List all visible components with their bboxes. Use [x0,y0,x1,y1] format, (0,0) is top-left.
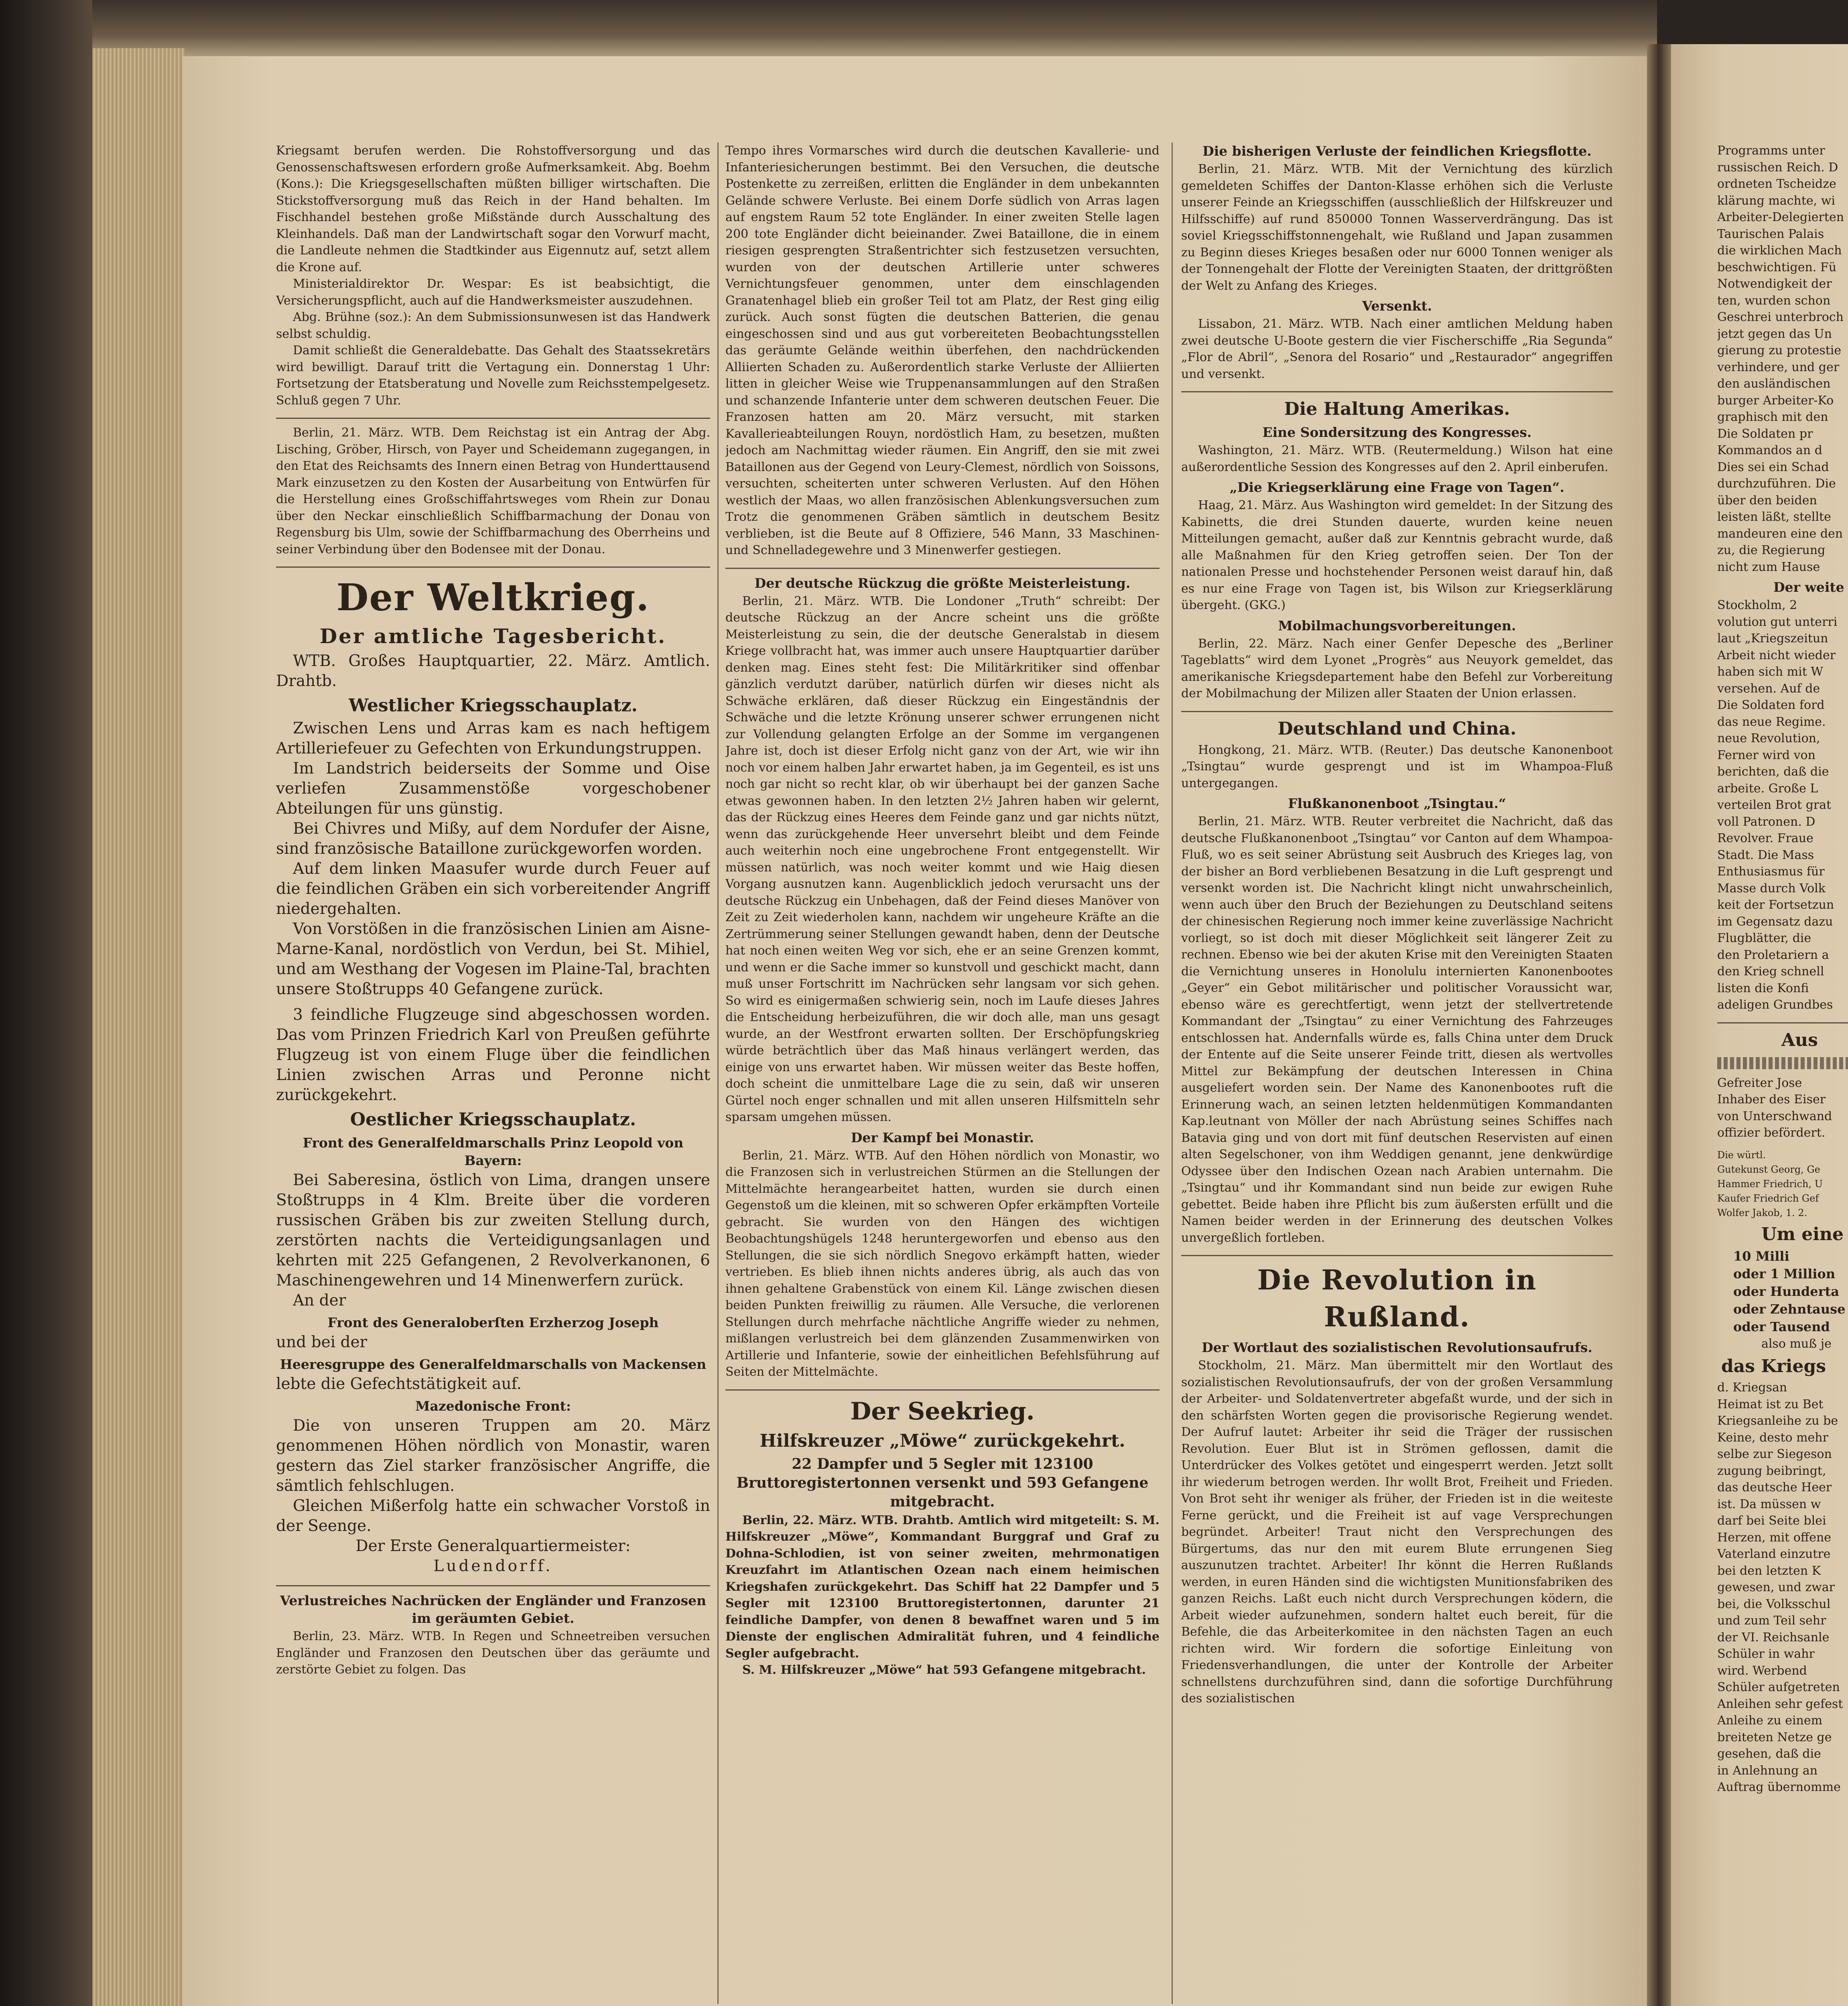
right-text-3: Gefreiter Jose Inhaber des Eiser von Unterschwand offizier befördert. [1717,1076,1832,1140]
section-rule [725,1389,1160,1391]
weltkrieg-headline: Der Weltkrieg. [336,576,650,619]
newspaper-page-right [1671,44,1848,2006]
column-3 [1181,142,1613,2006]
moewe-subheading: 22 Dampfer und 5 Segler mit 123100 Bruttoregistertonnen versenkt und 593 Gefangene mitgebracht. [736,1455,1149,1510]
china-heading: Deutschland und China. [1277,718,1517,739]
amerika-heading: Die Haltung Amerikas. [1284,399,1510,419]
section-rule [1181,1255,1613,1256]
und-bei-der: und bei der [276,1333,368,1351]
versenkt-paragraph: Lissabon, 21. März. WTB. Nach einer amtlichen Meldung haben zwei deutsche U-Boote gestern die vier Fischerschiffe „Ria Segunda“ „Flor de Abril“, „Senora del Rosario“ und „Restaurador“ angegriffen und versenkt. [1181,317,1613,381]
mobilmachung-heading: Mobilmachungsvorbereitungen. [1278,617,1516,633]
right-text-1: Programms unter russischen Reich. D ordneten Tscheidze klärung machte, wi Arbeiter-Delegierten Taurischen Palais die wirklichen Mach beschwichtigen. Fü Notwendigkeit der ten, wurden schon Geschrei unterbroch jetzt gegen das Un gierung zu protestie verhindere, und ger den ausländischen burger Arbeiter-Ko graphisch mit den Die Soldaten pr Kommandos an d Dies sei ein Schad durchzuführen. Die über den beiden leisten läßt, stellte mandeuren eine den zu, die Regierung nicht zum Hause [1717,144,1844,574]
sondersitzung-heading: Eine Sondersitzung des Kongresses. [1262,424,1532,440]
west-paragraph-3: Bei Chivres und Mißy, auf dem Nordufer der Aisne, sind französische Bataillone zurückgeworfen worden. [276,820,710,858]
schiffahrtsweg-paragraph: Berlin, 21. März. WTB. Dem Reichstag ist ein Antrag der Abg. Lisching, Gröber, Hirsch, von Payer und Scheidemann zugegangen, in den Etat des Reichsamts des Innern einen Betrag von Hunderttausend Mark einzusetzen zu den Kosten der Ausarbeitung von Entwürfen für die Herstellung eines Großschiffahrtsweges vom Rhein zur Donau über den Neckar einschließlich Schiffbarmachung der Donau von Regensburg bis Ulm, sowie der Schiffbarmachung des Oberrheins und seiner Verbindung über den Bodensee mit der Donau. [276,426,710,556]
kriegserklaerung-heading: „Die Kriegserklärung eine Frage von Tagen“. [1229,479,1565,495]
right-text-4: d. Kriegsan Heimat ist zu Bet Kriegsanleihe zu be Keine, desto mehr selbe zur Siegeson zugung beibringt, das deutsche Heer ist. Da müssen w darf bei Seite blei Herzen, mit offene Vaterland einzutre bei den letzten K gewesen, und zwar bei, die Volksschul und zum Teil sehr der VI. Reichsanle Schüler in wahr wird. Werbend Schüler aufgetreten Anleihen sehr gefest Anleihe zu einem breiteten Netze ge gesehen, daß die in Anlehnung an Auftrag übernomme [1717,1381,1843,1794]
column-1 [276,142,710,2006]
west-paragraph-6: 3 feindliche Flugzeuge sind abgeschossen worden. Das vom Prinzen Friedrich Karl von Preußen geführte Flugzeug ist von einem Fluge über die feindlichen Linien zwischen Arras und Peronne nicht zurückgekehrt. [276,1006,710,1104]
east-front-heading: Oestlicher Kriegsschauplatz. [350,1109,636,1130]
vormarsch-text: Tempo ihres Vormarsches wird durch die deutschen Kavallerie- und Infanteriesicherungen bestimmt. Bei den Versuchen, die deutsche Postenkette zu zerreißen, erlitten die Engländer in dem unbekannten Gelände schwere Verluste. Bei einem Dorfe südlich von Arras lagen auf engstem Raum 52 tote Engländer. In einer zweiten Stelle lagen 200 tote Engländer dicht beieinander. Zwei Bataillone, die in einem riesigen gesprengten Straßentrichter sich festzusetzen versuchten, wurden von der deutschen Artillerie unter schweres Vernichtungsfeuer genommen, unter dem einschlagenden Granatenhagel blieb ein großer Teil tot am Platz, der Rest ging eilig zurück. Auch sonst fügten die deutschen Batterien, die genau eingeschossen sind und aus gut vorbereiteten Beobachtungsstellen das geräumte Gelände weithin überfehen, den nachdrückenden Alliierten Schaden zu. Außerordentlich starke Verluste der Alliierten litten in gleicher Weise wie Truppenansammlungen auf den Straßen und schanzende Infanterie unter dem schweren deutschen Feuer. Die Franzosen hatten am 20. März versucht, mit starken Kavallerieabteilungen Rouyn, nordöstlich Ham, zu besetzen, mußten jedoch am Nachmittag wieder räumen. Ein Angriff, den sie mit zwei Bataillonen aus der Gegend von Leury-Clemest, nördlich von Soissons, versuchten, scheiterten unter schweren Verlusten. Auf den Höhen westlich der Maas, wo allen französischen Ablenkungsversuchen zum Trotz die genommenen Gräben sämtlich in deutschem Besitz verblieben, ist die Beute auf 8 Offiziere, 546 Mann, 33 Maschinen- und Schnelladegewehre und 3 Minenwerfer gestiegen. [725,144,1160,557]
verlust-paragraph: Berlin, 23. März. WTB. In Regen und Schneetreiben versuchen Engländer und Franzosen den Deutschen über das geräumte und zerstörte Gebiet zu folgen. Das [276,1629,710,1677]
right-heading-um-eine: Um eine [1761,1224,1844,1245]
generaldebatte-paragraph: Damit schließt die Generaldebatte. Das Gehalt des Staatssekretärs wird bewilligt. Darauf tritt die Vertagung ein. Donnerstag 1 Uhr: Fortsetzung der Etatsberatung und Novelle zum Reichsstempelgesetz. Schluß gegen 7 Uhr. [276,343,710,408]
right-bold-list: 10 Milli oder 1 Million oder Hunderta oder Zehntause oder Tausend [1733,1248,1846,1334]
right-small-list: Die würtl. Gutekunst Georg, Ge Hammer Friedrich, U Kaufer Friedrich Gef Wolfer Jakob, 1. 2. [1717,1149,1823,1218]
section-rule [725,568,1160,569]
monastir-heading: Der Kampf bei Monastir. [851,1129,1034,1145]
lebte-line: lebte die Gefechtstätigkeit auf. [276,1375,522,1393]
tagesbericht-heading: Der amtliche Tagesbericht. [319,624,667,648]
book-gutter [1647,44,1671,2006]
right-heading-das-kriegs: das Kriegs [1721,1356,1826,1377]
revolution-headline: Die Revolution in Rußland. [1257,1264,1537,1333]
west-paragraph-2: Im Landstrich beiderseits der Somme und Oise verliefen Zusammenstöße vorgeschobener Abteilungen für uns günstig. [276,759,710,818]
section-rule [276,566,710,568]
right-heading-weite: Der weite [1773,579,1844,595]
front-leopold-heading: Front des Generalfeldmarschalls Prinz Leopold von Bayern: [303,1135,684,1168]
amerika-paragraph: Washington, 21. März. WTB. (Reutermeldung.) Wilson hat eine außerordentliche Session des Kongresses auf den 2. April einberufen. [1181,443,1613,474]
dateline: WTB. Großes Hauptquartier, 22. März. Amtlich. Drahtb. [276,652,710,690]
page-stack-edge [92,48,185,2006]
section-rule [1181,391,1613,392]
east-paragraph-1: Bei Saberesina, östlich von Lima, drangen unsere Stoßtrupps in 4 Klm. Breite über die vorderen russischen Gräben bis zur zweiten Stellung durch, zerstörten nachts die Verteidigungsanlagen und kehrten mit 225 Gefangenen, 2 Revolverkanonen, 6 Maschinengewehren und 14 Minenwerfern zurück. [276,1171,710,1289]
kriegserklaerung-paragraph: Haag, 21. März. Aus Washington wird gemeldet: In der Sitzung des Kabinetts, die drei Stunden dauerte, wurden keine neuen Mitteilungen gemacht, außer daß zur Kenntnis gebracht wurde, daß alle Maßnahmen für den Krieg getroffen seien. Der Ton der nationalen Presse und hochstehender Personen weist darauf hin, daß es nur eine Frage von Tagen ist, bis Wilson zur Kriegserklärung übergeht. (GKG.) [1181,498,1613,612]
bruehne-paragraph: Abg. Brühne (soz.): An dem Submissionsunwesen ist das Handwerk selbst schuldig. [276,310,710,341]
book-spine [0,0,92,2006]
verlust-heading: Verlustreiches Nachrücken der Engländer und Franzosen im geräumten Gebiet. [280,1593,707,1626]
verluste-flotte-heading: Die bisherigen Verluste der feindlichen Kriegsflotte. [1202,143,1592,159]
section-rule [1181,711,1613,712]
west-paragraph-4: Auf dem linken Maasufer wurde durch Feuer auf die feindlichen Gräben ein sich vorbereitender Angriff niedergehalten. [276,860,710,918]
moewe-paragraph: Berlin, 22. März. WTB. Drahtb. Amtlich wird mitgeteilt: S. M. Hilfskreuzer „Möwe“, Kommandant Burggraf und Graf zu Dohna-Schlodien, ist von seiner zweiten, mehrmonatigen Kreuzfahrt im Atlantischen Ozean nach einem heimischen Kriegshafen zurückgekehrt. Das Schiff hat 22 Dampfer und 5 Segler mit 123100 Bruttoregistertonnen, darunter 21 feindliche Dampfer, von denen 8 bewaffnet waren und 5 im Dienste der englischen Admiralität fuhren, und 4 feindliche Segler aufgebracht. [725,1513,1160,1661]
rueckzug-heading: Der deutsche Rückzug die größte Meisterleistung. [754,575,1131,591]
tsingtau-heading: Flußkanonenboot „Tsingtau.“ [1288,796,1506,811]
moewe-heading: Hilfskreuzer „Möwe“ zurückgekehrt. [760,1430,1125,1451]
monastir-paragraph: Berlin, 21. März. WTB. Auf den Höhen nördlich von Monastir, wo die Franzosen sich in verlustreichen Stürmen an die Stellungen der Mittelmächte herangearbeitet hatten, wurden sie durch einen Gegenstoß um die kleinen, mit so schweren Opfer erkämpften Vorteile gebracht. Sie wurden von den Hängen des wichtigen Beobachtungshügels 1248 heruntergeworfen und ebenso aus den Stellungen, die sie sich nördlich Snegovo erkämpft hatten, wieder vertrieben. Es blieb ihnen nichts anderes übrig, als auch das von ihnen gehaltene Grabenstück von einem Kil. Länge zwischen diesen beiden Punkten freiwillig zu räumen. Alle Versuche, die verlorenen Stellungen durch mehrfache nächtliche Angriffe wieder zu nehmen, mißlangen verlustreich bei dem glänzenden Zusammenwirken von Artillerie und Infanterie, sowie der einheitlichen Befehlsführung auf Seiten der Mittelmächte. [725,1148,1160,1379]
moewe-paragraph-2: S. M. Hilfskreuzer „Möwe“ hat 593 Gefangene mitgebracht. [742,1663,1146,1677]
column-rule-2 [1172,142,1173,2004]
section-rule [276,1585,710,1586]
china-paragraph: Hongkong, 21. März. WTB. (Reuter.) Das deutsche Kanonenboot „Tsingtau“ wurde gesprengt und ist im Whampoa-Fluß untergegangen. [1181,743,1613,790]
west-front-heading: Westlicher Kriegsschauplatz. [349,695,638,716]
aufruf-heading: Der Wortlaut des sozialistischen Revolutionsaufrufs. [1202,1340,1592,1355]
west-paragraph-5: Von Vorstößen in die französischen Linien am Aisne-Marne-Kanal, nordöstlich von Verdun, bei St. Mihiel, und am Westhang der Vogesen im Plaine-Tal, brachten unsere Stoßtrupps 40 Gefangene zurück. [276,920,710,998]
right-rule [1717,1022,1848,1023]
right-text-2: Stockholm, 2 volution gut unterri laut „Kriegszeitun Arbeit nicht wieder haben sich mit W versehen. Auf de Die Soldaten ford das neue Regime. neue Revolution, Ferner wird von berichten, daß die arbeite. Große L verteilen Brot grat voll Patronen. D Revolver. Fraue Stadt. Die Mass Enthusiasmus für Masse durch Volk keit der Fortsetzun im Gegensatz dazu Flugblätter, die den Proletariern a den Krieg schnell listen die Konfi adeligen Grundbes [1717,598,1838,1012]
west-paragraph-1: Zwischen Lens und Arras kam es nach heftigem Artilleriefeuer zu Gefechten von Erkundungstruppen. [276,719,710,757]
mazedonische-front-heading: Mazedonische Front: [415,1398,571,1414]
wespar-paragraph: Ministerialdirektor Dr. Wespar: Es ist beabsichtigt, die Versicherungspflicht, auch auf die Handwerksmeister auszudehnen. [276,277,710,308]
right-also: also muß je [1761,1336,1832,1351]
an-der: An der [293,1291,346,1310]
mobilmachung-paragraph: Berlin, 22. März. Nach einer Genfer Depesche des „Berliner Tageblatts“ wird dem Lyonet „Progrès“ aus Neuyork gemeldet, das amerikanische Kriegsdepartement habe den Befehl zur Vorbereitung der Mobilmachung der Milizen aller Staaten der Union erlassen. [1181,636,1613,700]
right-ornament [1717,1057,1848,1069]
column-rule-1 [717,142,719,2004]
revolution-paragraph: Stockholm, 21. März. Man übermittelt mir den Wortlaut des sozialistischen Revolutionsaufrufs, der von der großen Versammlung der Arbeiter- und Soldatenvertreter abgefaßt wurde, und der sich in den schärfsten Worten gegen die provisorische Regierung wendet. Der Aufruf lautet: Arbeiter ihr seid die Träger der russischen Revolution. Euer Blut ist in Strömen geflossen, damit die Unterdrücker des Volkes getötet und eingesperrt werden. Jetzt sollt ihr wiederum betrogen werden. Ihr wollt Brot, Freiheit und Frieden. Von Brot seht ihr weniger als früher, der Frieden ist in die weiteste Ferne gerückt, und die Freiheit ist auf vage Versprechungen begründet. Arbeiter! Traut nicht den Versprechungen des Bürgertums, das nur den mit eurem Blute errungenen Sieg auszunutzen trachtet. Arbeiter! Ihr könnt die Herren Rußlands werden, in euren Händen sind die wichtigsten Munitionsfabriken des ganzen Reichs. Laßt euch nicht durch Versprechungen ködern, die Arbeit wieder aufzunehmen, sondern haltet euch bereit, für die Befehle, die das Arbeiterkomitee in den nächsten Tagen an euch richten wird. Wir fordern die sofortige Einleitung von Friedensverhandlungen, die unter der Kontrolle der Arbeiter schnellstens durchzuführen sind, dann die sofortige Durchführung des sozialistischen [1181,1358,1613,1706]
maz-paragraph-2: Gleichen Mißerfolg hatte ein schwacher Vorstoß in der Seenge. [276,1497,710,1535]
right-heading-aus: Aus [1781,1029,1818,1050]
rueckzug-paragraph: Berlin, 21. März. WTB. Die Londoner „Truth“ schreibt: Der deutsche Rückzug an der Ancre scheint uns die größte Meisterleistung zu sein, die der deutsche Generalstab in diesem Kriege vollbracht hat, was immer auch unsere Hauptquartier darüber denken mag. Eines steht fest: Die Militärkritiker sind offenbar gänzlich verdutzt darüber, natürlich dürfen wir dieses nicht als Schwäche erklären, daß dieser Rückzug ein Eingeständnis der Schwäche und die letzte Krönung unserer schwer errungenen nicht zur Vollendung gelangten Erfolge an der Somme im vergangenen Jahre ist, doch ist dieser Erfolg nicht ganz von der Art, wie wir ihn noch vor einem halben Jahr erwartet haben, ja im Gegenteil, es ist uns noch gar nicht so recht klar, ob wir überhaupt bei der ganzen Sache etwas gewonnen haben. In den letzten 2½ Jahren haben wir gelernt, das der Rückzug eines Heeres dem Feinde ganz und gar nichts nützt, wenn das zurückgehende Heer unversehrt bleibt und dem Feinde auch weiterhin noch eine ungebrochene Front entgegenstellt. Wir müssen natürlich, was noch weiter kommt und wie Haig diesen Vorgang ausnutzen kann. Augenblicklich jedoch verursacht uns der deutsche Rückzug ein Unbehagen, daß der Feind dieses Manöver von Zeit zu Zeit wiederholen kann, nachdem wir ungeheure Kräfte an die Zertrümmerung seiner Stellungen gewandt haben, denn der Deutsche hat noch einen weiten Weg vor sich, ehe er an seine Grenzen kommt, und wenn er die Sache immer so kunstvoll und geschickt macht, dann muß unser Fortschritt im Nachrücken sehr langsam vor sich gehen. So wird es einigermaßen schwierig sein, noch im Laufe dieses Jahres die Entscheidung herbeizuführen, die wir doch alle, man uns gesagt wurde, an der Westfront erwarten sollten. Der Erschöpfungskrieg würde beträchtlich über das Maß hinaus verlängert werden, das einige von uns erwartet haben. Wir müssen weiter das Beste hoffen, doch scheint die unmittelbare Lage die zu sein, daß wir unseren Gürtel noch enger schnallen und mit allen unseren Hilfsmitteln sehr sparsam umgehen müssen. [725,594,1160,1124]
front-joseph-heading: Front des Generaloberſten Erzherzog Joseph [327,1315,659,1330]
maz-paragraph-1: Die von unseren Truppen am 20. März genommenen Höhen nördlich von Monastir, waren gestern das Ziel starker französischer Angriffe, die sämtlich fehlschlugen. [276,1417,710,1495]
mackensen-heading: Heeresgruppe des Generalfeldmarschalls von Mackensen [280,1356,707,1372]
reichstag-text: Kriegsamt berufen werden. Die Rohstoffversorgung und das Genossenschaftswesen erfordern große Aufmerksamkeit. Abg. Boehm (Kons.): Die Kriegsgesellschaften müßten billiger wirtschaften. Die Stickstoffversorgung muß das Reich in der Hand behalten. Im Fischhandel bestehen große Mißstände durch Ausschaltung des Kleinhandels. Daß man der Landwirtschaft sogar den Vorwurf macht, die Landleute nehmen die Stadtkinder aus Eigennutz auf, setzt allem die Krone auf. [276,144,710,274]
right-page-column [1717,142,1848,2006]
signer-name: Ludendorff. [433,1557,553,1575]
versenkt-heading: Versenkt. [1362,298,1432,314]
section-rule [276,418,710,419]
column-2 [725,142,1160,2006]
seekrieg-heading: Der Seekrieg. [850,1397,1035,1425]
verluste-paragraph: Berlin, 21. März. WTB. Mit der Vernichtung des kürzlich gemeldeten Schiffes der Danton-Klasse erhöhen sich die Verluste unserer Feinde an Kriegsschiffen (ausschließlich der Hilfskreuzer und Hilfsschiffe) auf rund 850000 Tonnen Wasserverdrängung. Das ist soviel Kriegsschiffstonnengehalt, wie Rußland und Japan zusammen zu Beginn dieses Krieges besaßen oder nur 6000 Tonnen weniger als der Tonnengehalt der Flotte der Vereinigten Staaten, der drittgrößten der Welt zu Anfang des Krieges. [1181,162,1613,293]
signer-title: Der Erste Generalquartiermeister: [355,1537,631,1555]
tsingtau-paragraph: Berlin, 21. März. WTB. Reuter verbreitet die Nachricht, daß das deutsche Flußkanonenboot „Tsingtau“ vor Canton auf dem Whampoa-Fluß, wo es seit seiner Abrüstung seit Ausbruch des Krieges lag, von der bisher an Bord verbliebenen Besatzung in die Luft gesprengt und versenkt worden ist. Die Nachricht klingt nicht unwahrscheinlich, wenn auch über den Bruch der Beziehungen zu Deutschland seitens der chinesischen Regierung noch immer keine zuverlässige Nachricht vorliegt, so ist doch mit dieser Möglichkeit seit längerer Zeit zu rechnen. Ebenso wie bei der akuten Krise mit den Vereinigten Staaten die Vernichtung unseres in Honolulu internierten Kanonenbootes „Geyer“ ein Gebot militärischer und politischer Voraussicht war, ebenso wäre es gerechtfertigt, wenn jetzt der stellvertretende Kommandant der „Tsingtau“ zu einer Vernichtung des Fahrzeuges entschlossen hat. Andernfalls würde es, falls China unter dem Druck der Entente auf die Seite unserer Feinde tritt, diesen als wertvolles Mittel zur Bekämpfung der deutschen Interessen in China ausgeliefert worden sein. Der Name des Kanonenbootes ruft die Erinnerung wach, an seinen letzten heldenmütigen Kommandanten Kap.leutnant von Möller der nach Abrüstung seines Schiffes nach Batavia ging und von dort mit fünf deutschen Reservisten auf einen alten Segelschoner, von ihm Weddigen genannt, jene denkwürdige Odyssee über den Indischen Ozean nach Arabien unternahm. Die „Tsingtau“ und ihr Kommandant sind nun beide zur ewigen Ruhe gebettet. Beide haben ihre Pflicht bis zum äußersten erfüllt und die Namen beider werden in der Erinnerung des deutschen Volkes unvergeßlich fortleben. [1181,814,1613,1245]
book-top-edge [92,0,1657,60]
